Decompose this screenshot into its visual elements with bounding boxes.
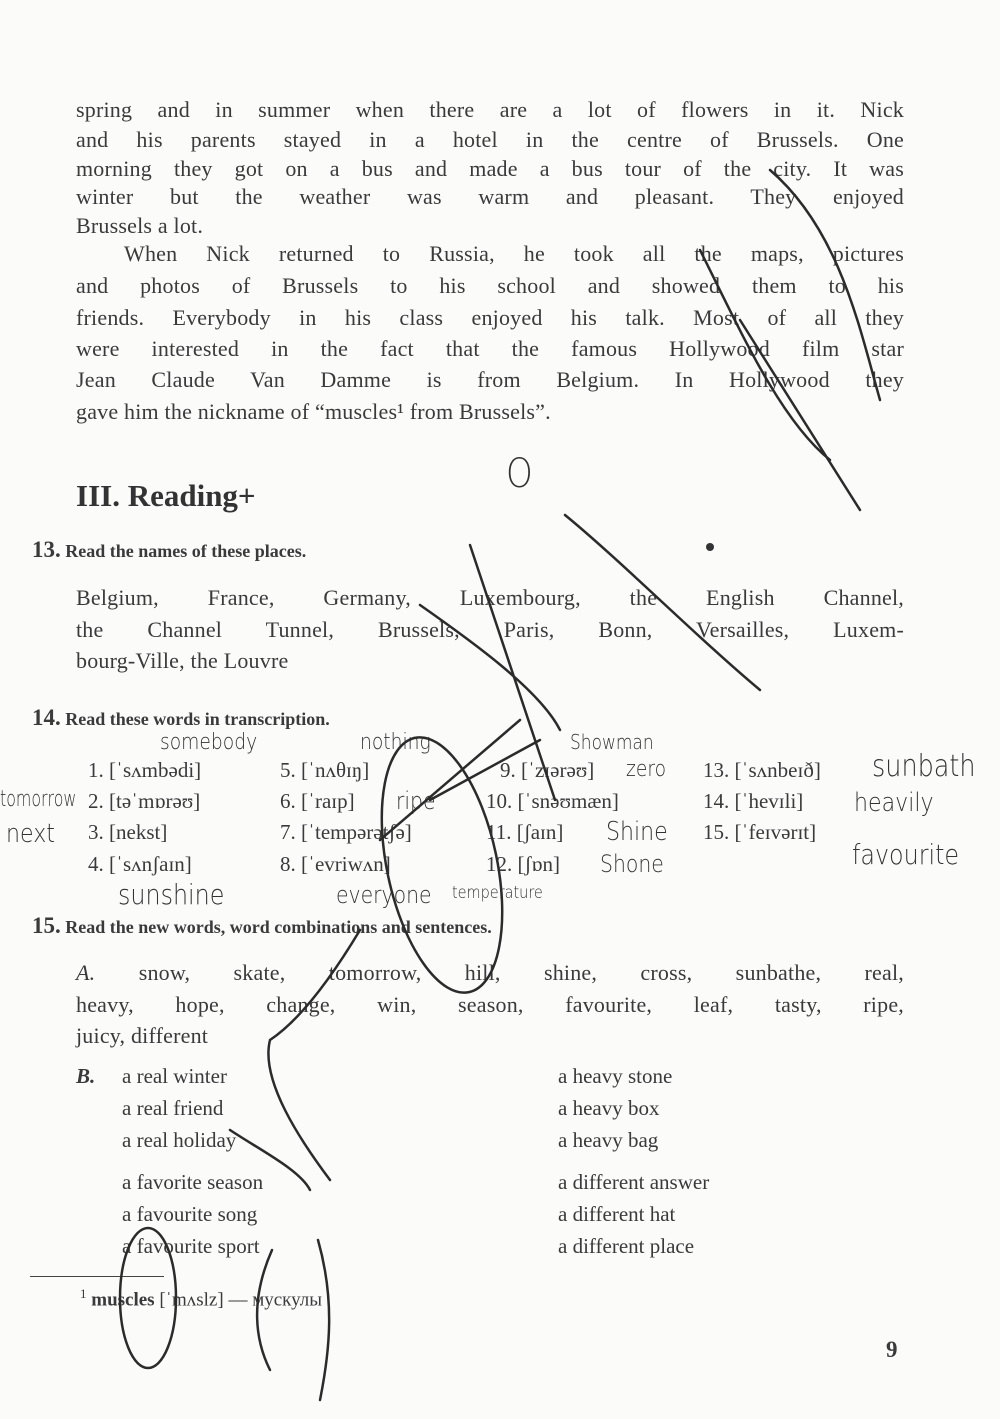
text-line: morning they got on a bus and made a bus tour of the city. It was [76,156,904,181]
handwriting: favourite [852,838,960,871]
transcription-item: 11. [ʃaɪn] [486,820,564,844]
transcription-item: 5. [ˈnʌθɪŋ] [280,758,370,782]
phrase: a different place [558,1234,695,1258]
handwriting: heavily [854,788,934,818]
handwriting: Showman [570,730,654,754]
exercise-15-heading [32,914,492,939]
text-line: friends. Everybody in his class enjoyed his talk. Most of all they [76,305,904,330]
text-line [76,959,904,987]
phrase: a favorite season [122,1170,264,1194]
phrase: a heavy box [558,1096,660,1120]
transcription-item: 4. [ˈsʌnʃaɪn] [88,852,192,876]
text-line: Belgium, France, Germany, Luxembourg, the English Channel, [76,585,904,610]
handwriting: everyone [336,881,432,909]
handwriting: sunshine [118,878,225,911]
exercise-13-heading [32,538,306,563]
text-line: were interested in the fact that the famous Hollywood film star [76,336,904,361]
phrase: a different answer [558,1170,710,1194]
text-line: winter but the weather was warm and pleasant. They enjoyed [76,184,904,209]
handwriting: ripe [396,787,436,815]
phrase: a real holiday [122,1128,237,1152]
handwriting: O [506,451,533,497]
phrase: a real winter [122,1064,227,1088]
footnote-mark: 1 [80,1286,87,1301]
transcription-item: 13. [ˈsʌnbeɪð] [703,758,821,782]
transcription-item: 6. [ˈraɪp] [280,789,355,813]
exercise-number: 13. [32,537,61,562]
transcription-item: 2. [təˈmɒrəʊ] [88,789,201,813]
handwriting: next [6,819,55,849]
transcription-item: 8. [ˈevriwʌn] [280,852,391,876]
handwriting: Shine [606,817,668,847]
part-label: B. [76,1064,96,1088]
text-line: gave him the nickname of “muscles¹ from Brussels”. [76,399,551,424]
handwriting: zero [626,757,667,782]
phrase: a heavy stone [558,1064,673,1088]
handwriting: Shone [600,850,664,878]
transcription-item: 9. [ˈzɪərəʊ] [500,758,595,782]
exercise-title: Read the names of these places. [65,541,307,561]
phrase: a heavy bag [558,1128,659,1152]
exercise-14-heading [32,706,330,731]
text-line: Brussels a lot. [76,213,204,238]
footnote [80,1286,322,1311]
handwriting: tomorrow [0,787,77,812]
footnote-divider [30,1276,164,1277]
text-line: the Channel Tunnel, Brussels, Paris, Bonn, Versailles, Luxem- [76,617,904,642]
text-line: Jean Claude Van Damme is from Belgium. In Hollywood they [76,367,904,392]
footnote-translation: [ˈmʌslz] — мускулы [159,1289,323,1311]
section-title: III. Reading+ [76,478,256,513]
phrase: a real friend [122,1096,224,1120]
text-line: When Nick returned to Russia, he took all the maps, pictures [124,241,904,266]
handwriting: temperature [452,883,543,903]
transcription-item: 10. [ˈsnəʊmæn] [486,789,619,813]
word-list: snow, skate, tomorrow, hill, shine, cross, sunbathe, real, [138,960,904,985]
phrase: a favourite song [122,1202,258,1226]
footnote-word: muscles [91,1289,155,1311]
exercise-title: Read the new words, word combinations and sentences. [65,917,492,937]
handwriting: nothing [360,730,431,755]
phrase: a favourite sport [122,1234,260,1258]
text-line: and his parents stayed in a hotel in the centre of Brussels. One [76,127,904,152]
transcription-item: 7. [ˈtempərətʃə] [280,820,412,844]
text-line: and photos of Brussels to his school and showed them to his [76,273,904,298]
transcription-item: 12. [ʃɒn] [486,852,560,876]
transcription-item: 1. [ˈsʌmbədi] [88,758,202,782]
text-line: spring and in summer when there are a lot of flowers in it. Nick [76,97,904,122]
phrase: a different hat [558,1202,676,1226]
transcription-item: 14. [ˈhevɪli] [703,789,804,813]
page-number: 9 [886,1337,898,1362]
text-line: heavy, hope, change, win, season, favourite, leaf, tasty, ripe, [76,992,904,1017]
handwriting: sunbath [872,749,976,784]
exercise-number: 14. [32,705,61,730]
exercise-number: 15. [32,913,61,938]
exercise-title: Read these words in transcription. [65,709,330,729]
part-label: A. [76,960,96,985]
transcription-item: 3. [nekst] [88,820,168,844]
transcription-item: 15. [ˈfeɪvərɪt] [703,820,817,844]
text-line: juicy, different [76,1023,209,1048]
handwriting: somebody [160,730,258,755]
text-line: bourg-Ville, the Louvre [76,648,289,673]
